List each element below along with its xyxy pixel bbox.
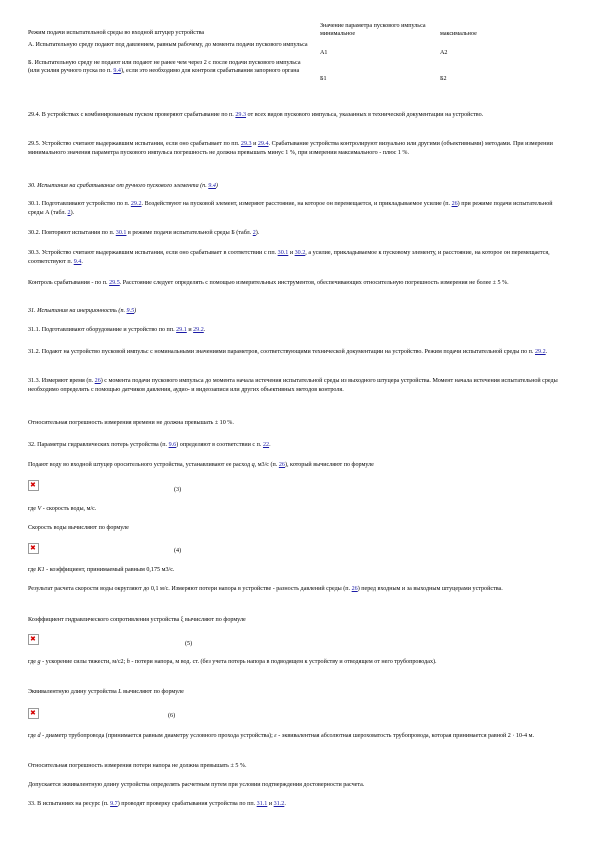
text: . — [269, 442, 271, 448]
link-30-2[interactable]: 30.2 — [294, 250, 306, 256]
text: , а усилие, прикладываемое к пусковому элементу, и расстояние, на которое он перемещается, соответствуют п. — [28, 250, 550, 265]
text: где — [28, 733, 38, 739]
text: Подают воду во входной штуцер оросительного устройства, устанавливают ее расход — [28, 462, 252, 468]
paragraph-rel-head: Относительная погрешность измерения потери напора не должна превышать ± 5 %. — [28, 763, 247, 769]
formula-image-placeholder — [28, 634, 39, 645]
table-cell-mode-b — [28, 58, 320, 83]
text: - потери напора, м вод. ст. (без учета потерь напора в подводящем к устройству и отводящем от него трубопроводах). — [129, 659, 437, 665]
formula-number-4: (4) — [174, 548, 182, 554]
text: ) — [134, 308, 137, 314]
paragraph-29-4 — [28, 111, 568, 120]
text: . — [284, 801, 286, 807]
paragraph-30-1 — [28, 200, 568, 217]
text: и — [267, 801, 274, 807]
text: - коэффициент, принимаемый равным 0,175 м3/с. — [44, 567, 175, 573]
link-30-1[interactable]: 30.1 — [277, 250, 289, 256]
link-22[interactable]: 22 — [262, 442, 270, 448]
text: 29.5. Устройство считают выдержавшим испытания, если оно срабатывает по пп. — [28, 141, 241, 147]
table-cell-a2: А2 — [440, 50, 448, 57]
formula-number-3: (3) — [174, 487, 182, 493]
link-31-1[interactable]: 31.1 — [256, 801, 268, 807]
paragraph-where-g — [28, 658, 568, 667]
paragraph-30-3 — [28, 249, 568, 266]
table-header-param: Значение параметра пускового импульса — [320, 23, 426, 29]
variable-k1: K1 — [37, 567, 45, 573]
text: - ускорение силы тяжести, м/с2; — [40, 659, 127, 665]
paragraph-where-v — [28, 505, 568, 514]
text: и — [251, 141, 258, 147]
link-26[interactable]: 26 — [351, 586, 358, 592]
text: от всех видов пускового импульса, указанных в технической документации на устройство. — [246, 112, 484, 118]
link-29-2[interactable]: 29.2 — [534, 349, 546, 355]
text: в режиме подачи испытательной среды Б (табл. — [126, 230, 253, 236]
paragraph-where-k1 — [28, 566, 568, 575]
table-row — [28, 58, 568, 83]
text: ) определяют в соответствии с п. — [176, 442, 263, 448]
table-header-min: минимальное — [320, 31, 356, 38]
paragraph-29-5 — [28, 140, 568, 157]
variable-q: q — [251, 462, 255, 468]
text: ). — [255, 230, 260, 236]
text: и — [288, 250, 295, 256]
text: - эквивалентная абсолютная шероховатость трубопровода, которая принимается равной 2 · 10-4 м. — [276, 733, 535, 739]
text: и — [186, 327, 194, 333]
text: ) при режиме подачи испытательной среды А (табл. — [28, 201, 553, 216]
variable-h: h — [126, 659, 130, 665]
table-row — [28, 38, 568, 57]
table-cell-a1: А1 — [320, 50, 328, 57]
paragraph-water — [28, 461, 568, 470]
variable-g: g — [37, 659, 41, 665]
variable-d: d — [37, 733, 41, 739]
table-header-row — [28, 22, 568, 30]
text: . — [545, 349, 548, 355]
text: . — [203, 327, 206, 333]
text: ), если это необходимо для контроля срабатывания запорного органа — [120, 67, 300, 74]
broken-image-icon: ✖ — [30, 709, 36, 717]
text: 31.2. Подают на устройство пусковой импульс с номинальными значениями параметров, соответствующими технической документации на устройство. Режим подачи испытательной среды по п. — [28, 349, 535, 355]
formula-number-5: (5) — [185, 641, 193, 647]
section-30-title — [28, 182, 568, 191]
paragraph-31-3 — [28, 377, 568, 394]
text: 30.3. Устройство считают выдержавшим испытания, если оно срабатывает в соответствии с пп. — [28, 250, 278, 256]
text: - диаметр трубопровода (принимается равным диаметру условного прохода устройства); — [40, 733, 275, 739]
text: Контроль срабатывания - по п. — [28, 280, 110, 286]
paragraph-speed: Скорость воды вычисляют по формуле — [28, 525, 129, 531]
link-9-4[interactable]: 9.4 — [113, 67, 121, 74]
text: ). — [70, 209, 75, 216]
text: 31. Испытания на инерционность (п. — [28, 308, 127, 314]
text: ) — [215, 183, 218, 189]
section-31-title — [28, 307, 568, 316]
link-26[interactable]: 26 — [94, 378, 101, 384]
link-29-2[interactable]: 29.2 — [130, 201, 142, 207]
text: Б. Испытательную среду не подают или подают не ранее чем через 2 с после подачи пускового импульса (или усилия ручного пуска по п. — [28, 59, 301, 74]
variable-v: V — [37, 506, 42, 512]
paragraph-control — [28, 279, 568, 288]
link-26[interactable]: 26 — [278, 462, 285, 468]
table-cell-b1: Б1 — [320, 75, 327, 82]
text: , м3/с (п. — [254, 462, 279, 468]
paragraph-where-d — [28, 732, 568, 741]
text: 32. Параметры гидравлических потерь устройства (п. — [28, 442, 169, 448]
table-cell-mode-a: А. Испытательную среду подают под давлением, равным рабочему, до момента подачи пускового импульса — [28, 42, 308, 49]
link-table-2[interactable]: 2 — [67, 209, 71, 216]
text: Эквивалентную длину устройства — [28, 689, 119, 695]
broken-image-icon: ✖ — [30, 635, 36, 643]
text: где — [28, 567, 38, 573]
formula-number-6: (6) — [168, 713, 176, 719]
text: 29.4. В устройствах с комбинированным пуском проверяют срабатывание по п. — [28, 112, 236, 118]
paragraph-31-2 — [28, 348, 568, 357]
paragraph-equiv — [28, 688, 568, 697]
link-31-2[interactable]: 31.2 — [273, 801, 285, 807]
link-26[interactable]: 26 — [451, 201, 458, 207]
variable-epsilon: ε — [274, 733, 277, 739]
link-29-3[interactable]: 29.3 — [235, 112, 247, 118]
table-cell-b2: Б2 — [440, 75, 447, 82]
text: . Воздействуют на пусковой элемент, измеряют расстояние, на которое он перемещается, и прикладываемое усилие (п. — [141, 201, 452, 207]
text: 31.3. Измеряют время (п. — [28, 378, 95, 384]
text: . Расстояние следует определять с помощью измерительных инструментов, обеспечивающих относительную погрешность измерения не более ± 5 %. — [119, 280, 509, 286]
broken-image-icon: ✖ — [30, 544, 36, 552]
text: где — [28, 506, 38, 512]
paragraph-rel-time: Относительная погрешность измерения времени не должна превышать ± 10 %. — [28, 420, 234, 426]
link-30-1[interactable]: 30.1 — [115, 230, 127, 236]
text: 33. В испытаниях на ресурс (п. — [28, 801, 111, 807]
text: - скорость воды, м/с. — [41, 506, 97, 512]
table-header-mode: Режим подачи испытательной среды во входной штуцер устройства — [28, 30, 205, 36]
text: ) проводят проверку срабатывания устройства по пп. — [117, 801, 257, 807]
text: . — [81, 258, 83, 265]
link-29-2[interactable]: 29.2 — [193, 327, 204, 333]
link-9-6[interactable]: 9.6 — [168, 442, 177, 448]
formula-image-placeholder — [28, 708, 39, 719]
link-table-2[interactable]: 2 — [252, 230, 256, 236]
paragraph-32 — [28, 441, 568, 450]
table-header-max: максимальное — [440, 31, 477, 38]
text: 31.1. Подготавливают оборудование и устройство по пп. — [28, 327, 177, 333]
text: 30.1. Подготавливают устройство по п. — [28, 201, 131, 207]
link-9-4[interactable]: 9.4 — [73, 258, 82, 265]
text: ), который вычисляют по формуле — [284, 462, 374, 468]
text: ) с момента подачи пускового импульса до момента начала истечения испытательной среды из выходного штуцера устройства. Момент начала истечения испытательной среды необходимо определять с помощью датчиков давления, аудио- и видеозаписи или других объективных методов контроля. — [28, 378, 558, 393]
broken-image-icon: ✖ — [30, 481, 36, 489]
link-29-4[interactable]: 29.4 — [257, 141, 269, 147]
text: Результат расчета скорости воды округляют до 0,1 м/с. Измеряют потери напора в устройстве - разность давлений среды (п. — [28, 586, 352, 592]
variable-l: L — [118, 689, 122, 695]
paragraph-33 — [28, 800, 568, 809]
modes-table — [28, 22, 568, 83]
paragraph-30-2 — [28, 229, 568, 238]
text: вычисляют по формуле — [121, 689, 184, 695]
link-29-1[interactable]: 29.1 — [176, 327, 187, 333]
text: ) перед входным и за выходным штуцерами устройства. — [357, 586, 503, 592]
link-29-3[interactable]: 29.3 — [240, 141, 252, 147]
link-9-7[interactable]: 9.7 — [110, 801, 118, 807]
text: . Срабатывание устройства контролируют визуально или другими (объективными) методами. При измерении минимального значения параметра пускового импульса погрешность не должна превышать минус 1 %, при измерении максимального - плюс 1 %. — [28, 141, 553, 156]
formula-image-placeholder — [28, 480, 39, 491]
link-9-5[interactable]: 9.5 — [126, 308, 135, 314]
formula-image-placeholder — [28, 543, 39, 554]
link-29-5[interactable]: 29.5 — [109, 280, 120, 286]
paragraph-allow: Допускается эквивалентную длину устройства определять расчетным путем при условии подтверждения достоверности расчета. — [28, 782, 365, 788]
text: где — [28, 659, 38, 665]
link-9-4[interactable]: 9.4 — [208, 183, 216, 189]
text: 30.2. Повторяют испытания по п. — [28, 230, 116, 236]
paragraph-result — [28, 585, 568, 594]
paragraph-31-1 — [28, 326, 568, 335]
paragraph-coef: Коэффициент гидравлического сопротивления устройства ξ вычисляют по формуле — [28, 617, 246, 623]
text: 30. Испытания на срабатывание от ручного пускового элемента (п. — [28, 183, 209, 189]
